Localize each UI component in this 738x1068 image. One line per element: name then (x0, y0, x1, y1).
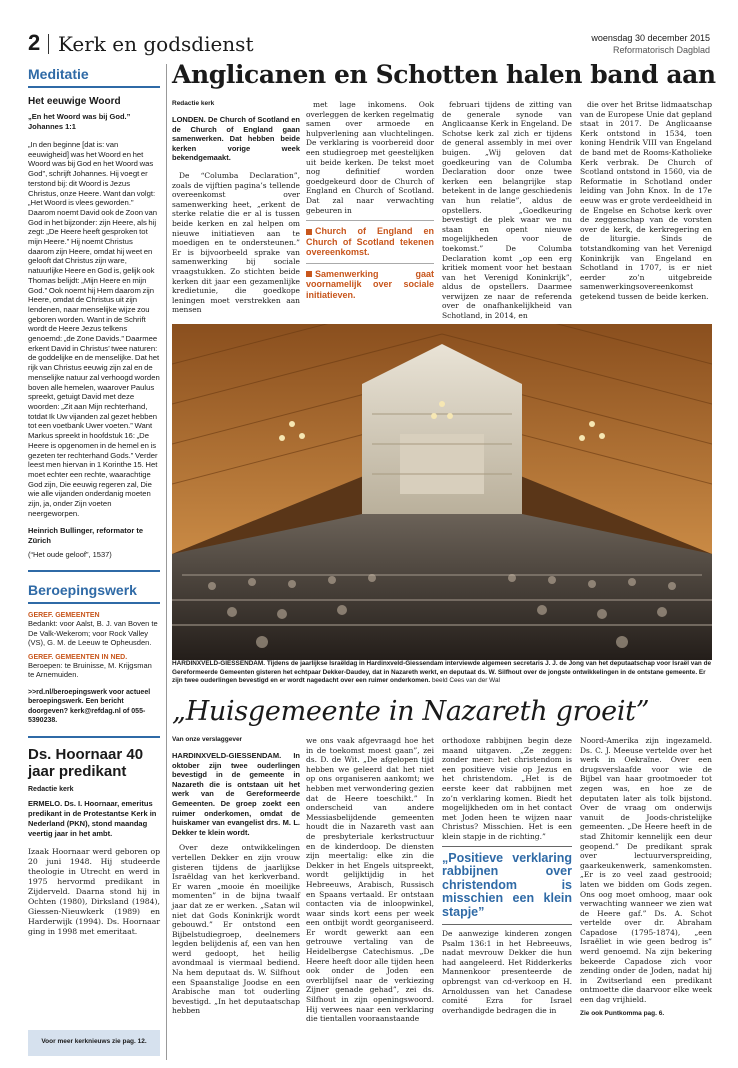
photo-caption (172, 660, 712, 686)
section-title: Kerk en godsdienst (58, 32, 254, 56)
article1-callout2: Samenwerking gaat voornamelijk over sociale initiatieven. (306, 268, 434, 300)
left-sidebar (28, 64, 160, 937)
hoornaar-lead: ERMELO. Ds. I. Hoornaar, emeritus predikant in de Protestantse Kerk in Nederland (PKN), stond maandag veertig jaar in het ambt. (28, 798, 157, 838)
pullquote-rule (442, 924, 572, 925)
article2-col4-text: Noord-Amerika zijn ingezameld. Ds. C. J. Meeuse vertelde over het werk in Oekraïne. Over een drugsverslaafde voor wie de Bijbel van haar grootmoeder tot zegen was, en hoe ze de deputaten later als tolk bijstond. Over de vraag om onderwijs vanuit de Joods-christelijke gemeenten. „De Heere heeft in de stad Zhitomir kennelijk een deur geopend.” De predikant sprak over lectuurverspreiding, gaarkeukenwerk, samenkomsten. „Er is zo veel zaad gestrooid; laten we bidden om Gods zegen. Ons oog moet omhoog, maar ook verwachting wanneer we zien wat de Heere gaf.” Ds. A. Schot vertelde over dr. Abraham Capadose (1795-1874), „een Israëliet in wie geen bedrog is” werd genoemd. Na zijn bekering bekeerde Capadose zich voor zending onder de Joden, nadat hij in Zwitserland een predikant ontmoette die daarvoor elke week een dag vrijhield. (580, 736, 712, 1005)
article2-column2 (306, 736, 434, 1024)
meditatie-reference: „En het Woord was bij God.” Johannes 1:1 (28, 112, 131, 131)
article1-col2-text: met lage inkomens. Ook overleggen de kerken regelmatig samen over armoede en hulpverlening aan vluchtelingen. De verklaring is voorbereid door een studiegroep met geestelijken uit beide kerken. De tekst moet nog definitief worden goedgekeurd door de Church of England en Church of Scotland. Dat zal naar verwachting gebeuren in (306, 100, 434, 215)
article2-headline: „Huisgemeente in Nazareth groeit” (172, 696, 650, 727)
beroepingswerk-group1-label: GEREF. GEMEENTEN (28, 612, 100, 620)
article1-headline: Anglicanen en Schotten halen band aan (172, 60, 716, 89)
church-interior-photo (172, 324, 712, 660)
more-news-box: Voor meer kerknieuws zie pag. 12. (28, 1030, 160, 1056)
article1-lead-place: LONDEN. (172, 115, 206, 124)
article2-crossref: Zie ook Puntkomma pag. 6. (580, 1009, 665, 1017)
caption-place: HARDINXVELD-GIESSENDAM. (172, 660, 266, 667)
beroepingswerk-group2-label: GEREF. GEMEENTEN IN NED. (28, 653, 128, 661)
article1-byline: Redactie kerk (172, 100, 215, 107)
article2-col3-top: orthodoxe rabbijnen begin deze maand uitgaven. „Ze zeggen: zonder meer: het christendom is een positieve visie op Jezus en het christendom. „Het is de eerste keer dat rabbijnen met zo’n verklaring komen. Biedt het mogelijkheden om in het contact met Joden heen te wijzen naar Christus? Misschien. Het is een klein stapje in de richting.” (442, 736, 572, 841)
meditatie-body: „In den beginne [dat is: van eeuwigheid] was het Woord en het Woord was bij God en het Woord was God”, schrijft Johannes. Hij voegt er terstond bij: dit Woord is Jezus Christus, onze Heere. Want dan volgt: „Het Woord is vlees geworden.” Daarom noemt David ook de Zoon van God in het bijzonder: zijn Heere, als hij zegt: „De Heere heeft gesproken tot mijn Heere.” Hij noemt Christus daarom zijn Heere, omdat hij weet en gelooft dat Christus zijn ware, natuurlijke Heere en God is, gelijk ook Thomas belijdt: „Mijn Heere en mijn God.” Ook noemt hij Hem daarom zijn Heere, omdat de Christus uit zijn lendenen, naar menselijke wijze zou geboren worden. Want in de Schrift wordt de Heere Jezus telkens genoemd: „de Zone Davids.” Daarmee erkent David in Christus’ twee naturen: de goddelijke en de menselijke. Dat het rijk van Christus eeuwig zijn zal en de menselijke natuur zal verhoogd worden boven alle hemelen, waarover Paulus spreekt, getuigt David met deze woorden: „Zit aan Mijn rechterhand, totdat Ik Uw vijanden zal gezet hebben tot een voetbank Uwer voeten.” Want Markus spreekt in hoofdstuk 16: „De Heere is opgenomen in de hemel en is gezeten ter rechterhand Gods.” Verder leest men hiervan in 1 Korinthe 15. Het moet echter een rechte, waarachtige God zijn, Die eeuwig regeren zal, Die wie alle vijanden onderdanig moeten zijn, ja, onder Zijn voeten neergeworpen. (28, 140, 160, 518)
hoornaar-body: Izaak Hoornaar werd geboren op 20 juni 1948. Hij studeerde theologie in Utrecht en werd in 1975 hervormd predikant in Zijderveld. Daarna stond hij in Ochten (1980), Dirksland (1984), Giessen-Nieuwkerk (1989) en Harderwijk (1994). Ds. Hoornaar ging in 1998 met emeritaat. (28, 846, 160, 936)
article2-col2-text: we ons vaak afgevraagd hoe het in de toekomst moest gaan”, zei ds. D. de Wit. „De afgelopen tijd hebben we geleerd dat het niet op ons organiseren aankomt; we hebben met verwondering gezien dat de Heere toeschikt.” In onderscheid van andere Messiasbelijdende gemeenten houdt die in Nazareth vast aan de presbyteriale kerkstructuur en de kinderdoop. De diensten zijn meertalig: elke zin die Dekker in het Engels uitspreekt, wordt gelijktijdig in het Hebreeuws, Arabisch, Russisch en Spaans vertaald. Er ontstaan contacten via de inloopwinkel, waar sinds kort eens per week een ontbijt wordt georganiseerd. Er wordt gewerkt aan een getrouwe vertaling van de Heidelbergse Catechismus. „De Heere heeft door alle tijden heen ook onder de Joden een overblijfsel naar de verkiezing Zijner genade gehad”, zei ds. Silfhout in zijn openingswoord. Hij verwees naar een verklaring die tientallen vooraanstaande (306, 736, 434, 1024)
article1-column4 (580, 100, 712, 301)
header-date-block (591, 32, 710, 56)
pullquote-rule (442, 846, 572, 847)
hoornaar-byline: Redactie kerk (28, 785, 74, 793)
callout-rule (306, 220, 434, 221)
article1-col4-text: die over het Britse lidmaatschap van de Europese Unie dat gepland staat in 2017. De Anglicaanse Kerk ontstond in 1534, toen koning Hendrik VIII van Engeland de band met de Rooms-Katholieke Kerk verbrak. De Church of Scotland ontstond in 1560, via de Reformatie in Schotland onder leiding van John Knox. In de 17e eeuw was er grote verdeeldheid in de Engelse en Schotse kerk over de zeggenschap van de vorsten over de kerk, de kerkregering en de liturgie. Sinds de totstandkoming van het Verenigd Koninkrijk van Engeland en Schotland in 1707, is er niet eerder zo’n uitgebreide samenwerkingsovereenkomst getekend tussen de beide kerken. (580, 100, 713, 301)
article2-column1 (172, 736, 300, 1016)
article1-callout1: Church of England en Church of Scotland tekenen overeenkomst. (306, 226, 434, 258)
square-bullet-icon (306, 271, 312, 277)
beroepingswerk-group2-text: Beroepen: te Bruinisse, M. Krijgsman te Arnemuiden. (28, 660, 152, 680)
article1-lead (172, 115, 300, 163)
article1-col1-text: De “Columba Declaration”, zoals de vijftien pagina’s tellende overeenkomst over samenwerking heet, „erkent de sterke relatie die er al is tussen beide kerken en zal helpen om nieuwe initiatieven aan te moedigen en te ondersteunen.” Er is bijvoorbeeld sprake van samenwerking bij sociale vraagstukken. Zo stichten beide kerken dit jaar een gezamenlijke kredietunie, die goedkope leningen moet verstrekken aan mensen (172, 170, 300, 315)
photo-illustration (172, 324, 712, 660)
article2-lead: HARDINXVELD-GIESSENDAM. In oktober zijn twee ouderlingen bevestigd in de gemeente in Nazareth die is ontstaan uit het werk van de Gereformeerde Gemeenten. De groep zoekt een ruimer onderkomen, omdat de huiskamer van evangelist drs. M. L. Dekker te klein wordt. (172, 751, 300, 837)
square-bullet-icon (306, 229, 312, 235)
article2-column4 (580, 736, 712, 1017)
column-divider (166, 64, 167, 1060)
meditatie-title: Het eeuwige Woord (28, 96, 121, 107)
meditatie-heading: Meditatie (28, 64, 160, 88)
sidebar-divider (28, 736, 160, 738)
article2-column3 (442, 736, 572, 1015)
hoornaar-title: Ds. Hoornaar 40 jaar predikant (28, 745, 144, 780)
meditatie-source: (“Het oude geloof”, 1537) (28, 550, 112, 560)
article1-lead-text: De Church of Scotland en de Church of England gaan samenwerken. Dat hebben beide kerken vorige week bekendgemaakt. (172, 115, 300, 163)
beroepingswerk-note[interactable]: >>rd.nl/beroepingswerk voor actueel beroepingswerk. Een bericht doorgeven? kerk@refdag.nl of 055-5390238. (28, 688, 151, 725)
article2-byline: Van onze verslaggever (172, 736, 243, 743)
article1-column2 (306, 100, 434, 304)
article2-pullquote: „Positieve verklaring rabbijnen over christendom is misschien een klein stapje” (442, 850, 572, 919)
page-header (28, 30, 710, 62)
photo-credit: beeld Cees van der Wal (431, 677, 500, 685)
article2-col3-bottom: De aanwezige kinderen zongen Psalm 136:1 in het Hebreeuws, nadat mevrouw Dekker die hun had aangeleerd. Het Ridderkerks Mannenkoor presenteerde de opbrengst van cd-verkoop en H. Arnoldussen van het Canadese comité Ezra for Israel overhandigde bedragen die in (442, 929, 572, 1015)
newspaper-name: Reformatorisch Dagblad (612, 45, 710, 55)
beroepingswerk-group1-text: Bedankt: voor Aalst, B. J. van Boven te De Valk-Wekerom; voor Rock Valley (VS), G. M. de Leeuw te Opheusden. (28, 619, 158, 648)
meditatie-author: Heinrich Bullinger, reformator te Zürich (28, 526, 144, 546)
article1-column1 (172, 100, 300, 315)
article1-column3 (442, 100, 572, 321)
sidebar-divider (28, 570, 160, 572)
beroepingswerk-heading: Beroepingswerk (28, 580, 160, 604)
issue-date: woensdag 30 december 2015 (591, 33, 710, 43)
page-number: 2 (28, 30, 41, 55)
article2-col1-text: Over deze ontwikkelingen vertellen Dekker en zijn vrouw gisteren tijdens de jaarlijkse Israëldag van het kerkverband. Er waren „mooie én moeilijke momenten” in de bijna twaalf jaar dat ze er werken. „Satan wil niet dat Gods Koninkrijk wordt gebouwd.” Er ontstond een Bijbelstudiegroep, deelnemers legden belijdenis af, een van hen werd gedoopt, het heilig avondmaal is viermaal bediend. Na hem deputaat ds. W. Silfhout een Spaanstalige Joodse en een Arabische man tot ouderling bevestigd. „In het deputaatschap hebben (172, 843, 300, 1016)
article1-col3-text: februari tijdens de zitting van de generale synode van Anglicaanse Kerk in Engeland. De Schotse kerk zal zich er tijdens de general assembly in mei over buigen. „Wij geloven dat goedkeuring van de Columba Declaration door onze twee kerken een belangrijke stap betekent in de lange geschiedenis van hun relatie”, aldus de opstellers. „Goedkeuring bevestigt de plek waar we nu staan en opent nieuwe mogelijkheden voor de toekomst.” De Columba Declaration komt „op een erg kritiek moment voor het bestaan van het Verenigd Koninkrijk”, aldus de opstellers. Daarmee verwijzen ze naar de referenda over de onafhankelijkheid van Schotland, in 2014, en (442, 100, 572, 321)
header-divider (48, 34, 49, 54)
callout-rule (306, 263, 434, 264)
caption-text: Tijdens de jaarlijkse Israëldag in Hardinxveld-Giessendam interviewde algemeen secretaris J. J. de Jong van het deputaatschap voor Israël van de Gereformeerde Gemeenten gisteren het echtpaar Dekker-Daudey, dat in Nazareth werkt, en deputaat ds. W. Silfhout over de jongste ontwikkelingen in de ontstane gemeente. Er zijn twee ouderlingen bevestigd en er wordt nagedacht over een ruimer onderkomen. (172, 660, 712, 685)
